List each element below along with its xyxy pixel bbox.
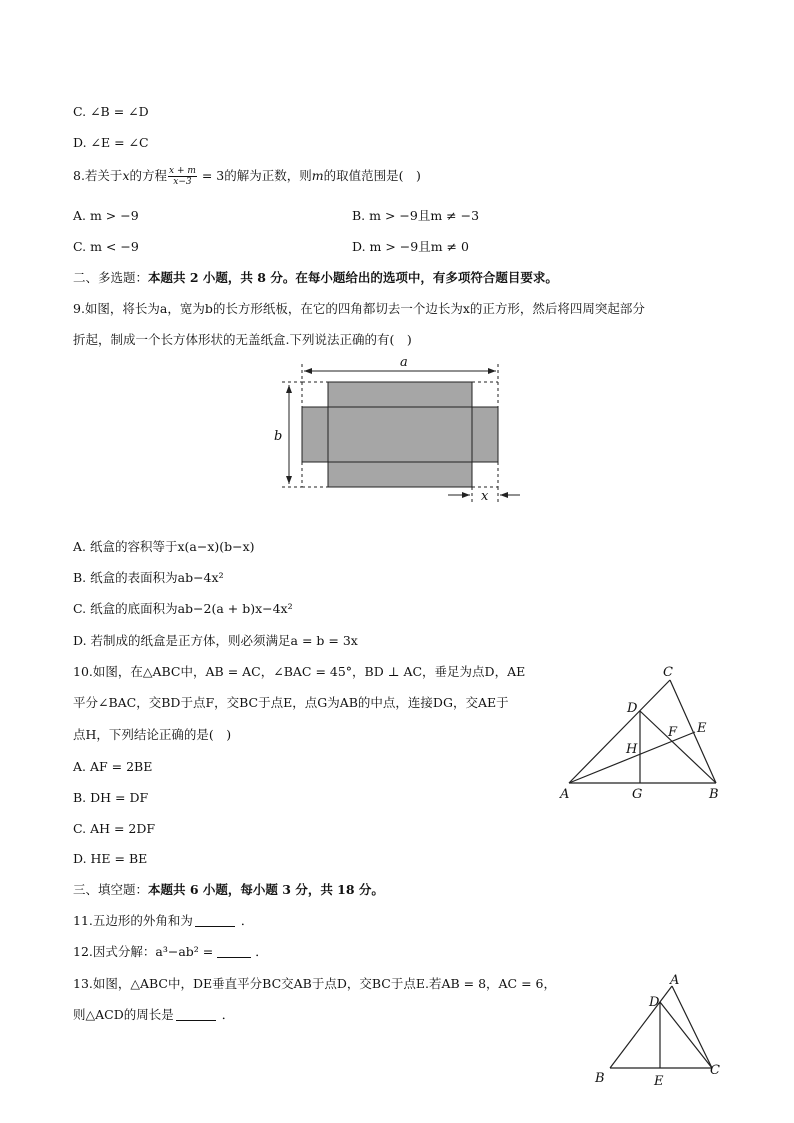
q12: [73, 943, 268, 961]
q10-stem-line3: 点H，下列结论正确的是( ): [73, 727, 232, 742]
q7-option-c: C. ∠B = ∠D: [73, 104, 149, 119]
q9-box-net: [302, 382, 498, 487]
q8-var-x: x: [122, 168, 130, 183]
q10-option-a: A. AF = 2BE: [73, 759, 153, 774]
q8-stem-b: 的方程: [129, 168, 168, 183]
q9-stem-line2: 折起，制成一个长方体形状的无盖纸盒.下列说法正确的有( ): [73, 332, 412, 347]
q7-option-d: D. ∠E = ∠C: [73, 135, 149, 150]
q9-figure: [270, 352, 530, 512]
section-2-label: 二、多选题：: [73, 270, 149, 285]
q13-answer-blank[interactable]: [176, 1008, 216, 1021]
q10-option-b: B. DH = DF: [73, 790, 149, 805]
q10-figure: [555, 660, 730, 805]
q9-label-x: x: [481, 489, 489, 504]
q9-stem-line1: 9.如图，将长为a，宽为b的长方形纸板，在它的四角都切去一个边长为x的正方形，然后将四周突起部分: [73, 301, 645, 316]
q12-text: 12.因式分解：a³−ab² =: [73, 944, 214, 959]
q10-label-h: H: [626, 742, 638, 757]
q13-label-a: A: [670, 973, 680, 988]
q10-label-e: E: [697, 721, 707, 736]
q13-end: ．: [221, 1007, 235, 1022]
q13-label-c: C: [710, 1063, 720, 1078]
q8-var-m: m: [311, 168, 324, 183]
q10-label-f: F: [668, 725, 678, 740]
q8-stem-a: 8.若关于: [73, 168, 123, 183]
q10-label-c: C: [663, 665, 673, 680]
q9-label-a: a: [400, 355, 408, 370]
section-3-heading: [73, 881, 384, 899]
q11-text: 11.五边形的外角和为: [73, 913, 193, 928]
q13-stem-line1: 13.如图，△ABC中，DE垂直平分BC交AB于点D，交BC于点E.若AB = 8，AC = 6，: [73, 976, 556, 991]
q8-frac-den: x−3: [173, 177, 192, 187]
q11-end: ．: [240, 913, 254, 928]
q9-option-c: C. 纸盒的底面积为ab−2(a + b)x−4x²: [73, 601, 293, 616]
q11-answer-blank[interactable]: [195, 914, 235, 927]
q8-option-b: B. m > −9且m ≠ −3: [352, 208, 480, 223]
q10-option-c: C. AH = 2DF: [73, 821, 156, 836]
q8-option-c: C. m < −9: [73, 239, 139, 254]
section-3-label: 三、填空题：: [73, 882, 149, 897]
q8-stem-d: 的取值范围是( ): [323, 168, 421, 183]
q9-option-a: A. 纸盒的容积等于x(a−x)(b−x): [73, 539, 255, 554]
q13-label-b: B: [595, 1071, 605, 1086]
q9-option-d: D. 若制成的纸盒是正方体，则必须满足a = b = 3x: [73, 633, 358, 648]
q10-stem-line2: 平分∠BAC，交BD于点F，交BC于点E，点G为AB的中点，连接DG，交AE于: [73, 695, 509, 710]
q10-label-g: G: [632, 787, 643, 802]
section-2-text: 本题共 2 小题，共 8 分。在每小题给出的选项中，有多项符合题目要求。: [148, 270, 558, 285]
q10-stem-line1: 10.如图，在△ABC中，AB = AC，∠BAC = 45°，BD ⊥ AC，垂足为点D，AE: [73, 664, 526, 679]
section-2-heading: [73, 269, 558, 287]
q11: [73, 912, 253, 930]
q10-option-d: D. HE = BE: [73, 851, 148, 866]
q8-stem-c: = 3的解为正数，则: [197, 168, 312, 183]
q13-label-d: D: [649, 995, 660, 1010]
q8-option-d: D. m > −9且m ≠ 0: [352, 239, 469, 254]
q8-frac-num: x + m: [169, 166, 196, 176]
q9-label-b: b: [274, 429, 283, 444]
q13-text: 则△ACD的周长是: [73, 1007, 174, 1022]
q12-answer-blank[interactable]: [217, 945, 251, 958]
q10-label-a: A: [560, 787, 570, 802]
q8-stem: [73, 166, 421, 187]
q10-label-b: B: [709, 787, 719, 802]
q10-label-d: D: [627, 701, 638, 716]
q12-end: ．: [255, 944, 268, 959]
section-3-text: 本题共 6 小题，每小题 3 分，共 18 分。: [148, 882, 384, 897]
q8-option-a: A. m > −9: [73, 208, 139, 223]
q13-stem-line2: [73, 1006, 234, 1024]
q13-figure: [590, 972, 730, 1092]
q9-option-b: B. 纸盒的表面积为ab−4x²: [73, 570, 224, 585]
q13-label-e: E: [654, 1074, 664, 1089]
q8-fraction: [168, 166, 197, 187]
